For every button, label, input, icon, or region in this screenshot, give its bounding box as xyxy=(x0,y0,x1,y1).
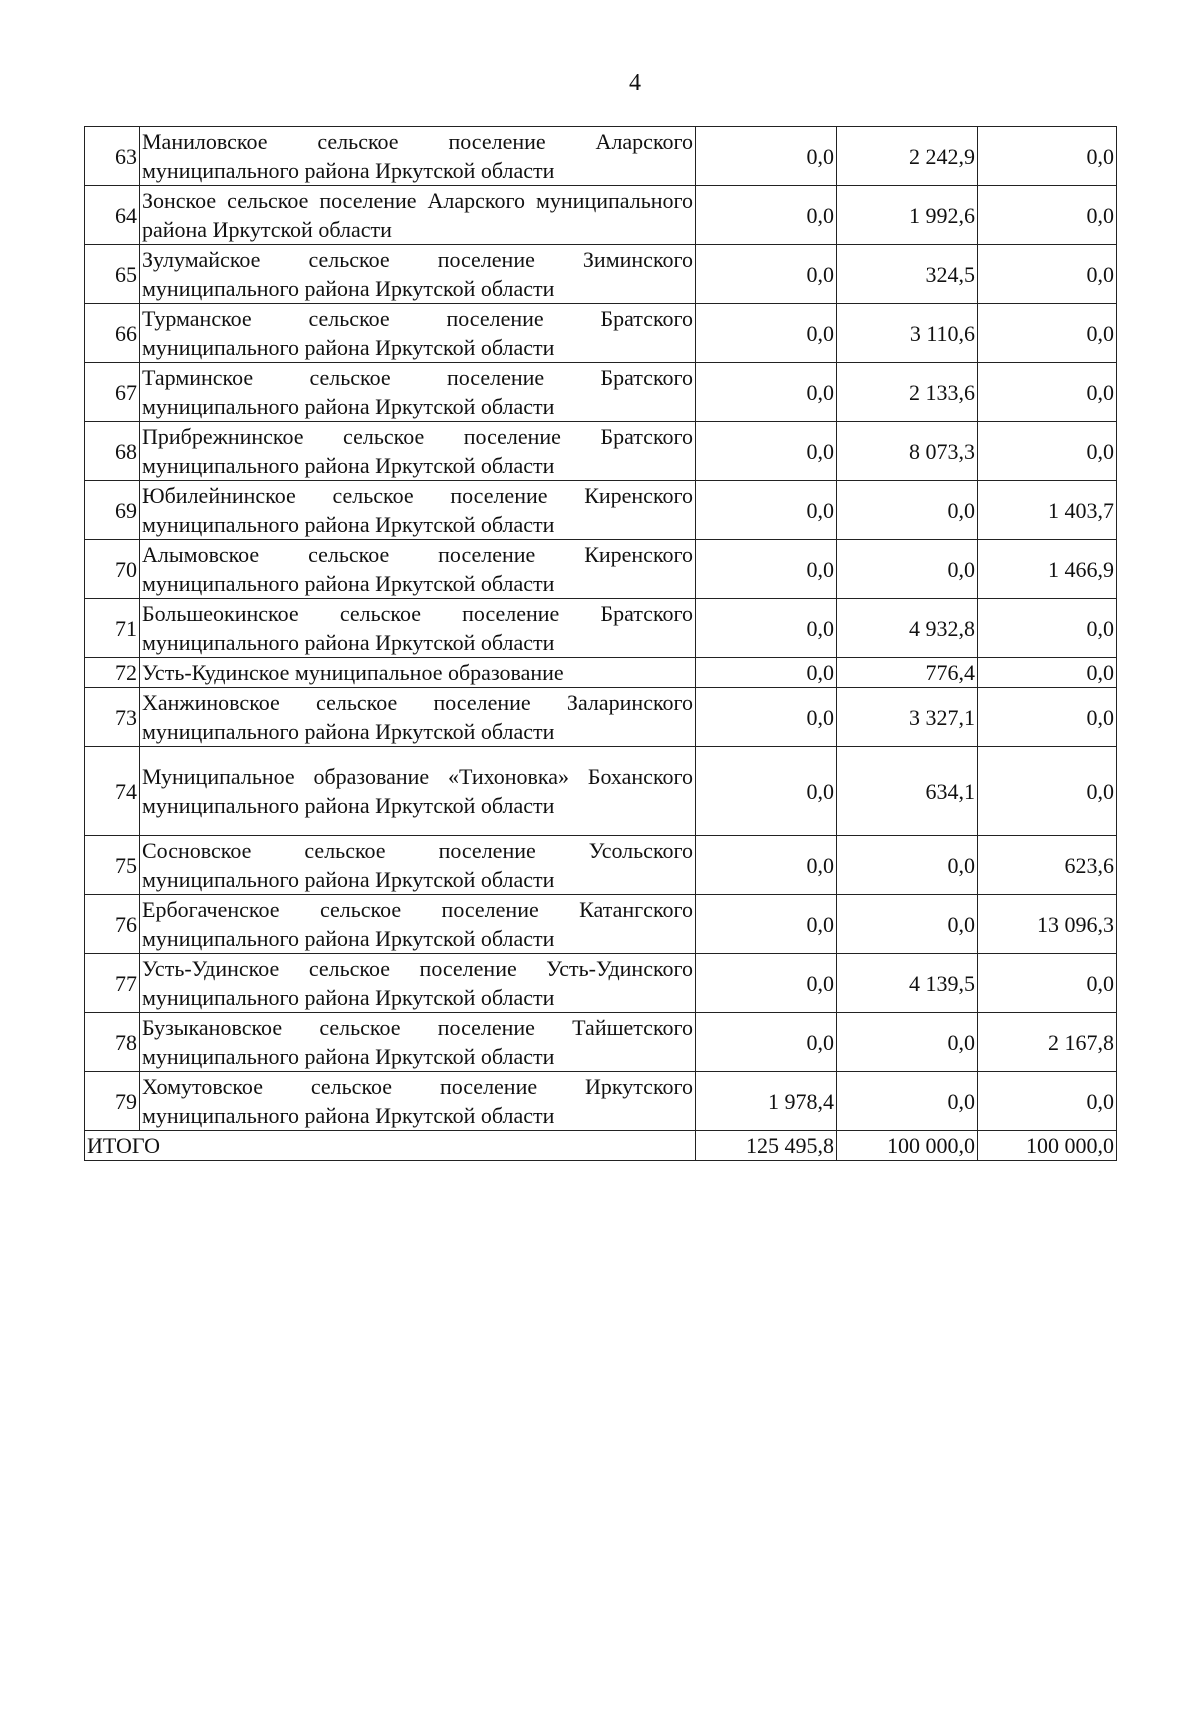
settlement-name: Зонское сельское поселение Аларского муниципального района Иркутской области xyxy=(140,186,696,245)
row-number: 72 xyxy=(85,658,140,688)
row-number: 74 xyxy=(85,747,140,836)
budget-table xyxy=(84,126,1117,1161)
amount-col-3: 0,0 xyxy=(978,688,1117,747)
total-row xyxy=(85,1131,1117,1161)
table-row xyxy=(85,954,1117,1013)
amount-col-1: 0,0 xyxy=(696,245,837,304)
row-number: 69 xyxy=(85,481,140,540)
total-col-1: 125 495,8 xyxy=(696,1131,837,1161)
amount-col-1: 0,0 xyxy=(696,599,837,658)
row-number: 64 xyxy=(85,186,140,245)
row-number: 77 xyxy=(85,954,140,1013)
amount-col-3: 0,0 xyxy=(978,954,1117,1013)
amount-col-3: 0,0 xyxy=(978,304,1117,363)
settlement-name: Маниловское сельское поселение Аларского муниципального района Иркутской области xyxy=(140,127,696,186)
amount-col-3: 1 466,9 xyxy=(978,540,1117,599)
table-row xyxy=(85,895,1117,954)
total-col-3: 100 000,0 xyxy=(978,1131,1117,1161)
row-number: 73 xyxy=(85,688,140,747)
amount-col-2: 0,0 xyxy=(837,836,978,895)
amount-col-2: 2 242,9 xyxy=(837,127,978,186)
table-row xyxy=(85,540,1117,599)
settlement-name: Алымовское сельское поселение Киренского муниципального района Иркутской области xyxy=(140,540,696,599)
settlement-name: Сосновское сельское поселение Усольского муниципального района Иркутской области xyxy=(140,836,696,895)
amount-col-3: 0,0 xyxy=(978,186,1117,245)
amount-col-2: 776,4 xyxy=(837,658,978,688)
row-number: 71 xyxy=(85,599,140,658)
amount-col-1: 0,0 xyxy=(696,658,837,688)
table-row xyxy=(85,747,1117,836)
amount-col-2: 0,0 xyxy=(837,481,978,540)
amount-col-3: 0,0 xyxy=(978,127,1117,186)
amount-col-1: 0,0 xyxy=(696,481,837,540)
amount-col-2: 634,1 xyxy=(837,747,978,836)
amount-col-1: 0,0 xyxy=(696,304,837,363)
table-row xyxy=(85,1072,1117,1131)
amount-col-3: 0,0 xyxy=(978,599,1117,658)
amount-col-1: 0,0 xyxy=(696,836,837,895)
amount-col-2: 324,5 xyxy=(837,245,978,304)
settlement-name: Большеокинское сельское поселение Братского муниципального района Иркутской области xyxy=(140,599,696,658)
amount-col-1: 0,0 xyxy=(696,422,837,481)
table-row xyxy=(85,304,1117,363)
total-col-2: 100 000,0 xyxy=(837,1131,978,1161)
amount-col-1: 0,0 xyxy=(696,540,837,599)
amount-col-3: 0,0 xyxy=(978,363,1117,422)
amount-col-2: 0,0 xyxy=(837,895,978,954)
total-label: ИТОГО xyxy=(85,1131,696,1161)
amount-col-2: 3 110,6 xyxy=(837,304,978,363)
settlement-name: Бузыкановское сельское поселение Тайшетского муниципального района Иркутской области xyxy=(140,1013,696,1072)
table-row xyxy=(85,836,1117,895)
settlement-name: Прибрежнинское сельское поселение Братского муниципального района Иркутской области xyxy=(140,422,696,481)
amount-col-2: 2 133,6 xyxy=(837,363,978,422)
settlement-name: Усть-Кудинское муниципальное образование xyxy=(140,658,696,688)
amount-col-1: 0,0 xyxy=(696,895,837,954)
amount-col-1: 0,0 xyxy=(696,688,837,747)
settlement-name: Юбилейнинское сельское поселение Киренского муниципального района Иркутской области xyxy=(140,481,696,540)
amount-col-2: 3 327,1 xyxy=(837,688,978,747)
row-number: 65 xyxy=(85,245,140,304)
row-number: 76 xyxy=(85,895,140,954)
row-number: 66 xyxy=(85,304,140,363)
amount-col-3: 1 403,7 xyxy=(978,481,1117,540)
settlement-name: Ербогаченское сельское поселение Катангского муниципального района Иркутской области xyxy=(140,895,696,954)
row-number: 78 xyxy=(85,1013,140,1072)
amount-col-2: 8 073,3 xyxy=(837,422,978,481)
amount-col-1: 0,0 xyxy=(696,954,837,1013)
amount-col-2: 1 992,6 xyxy=(837,186,978,245)
settlement-name: Усть-Удинское сельское поселение Усть-Удинского муниципального района Иркутской области xyxy=(140,954,696,1013)
row-number: 75 xyxy=(85,836,140,895)
amount-col-3: 2 167,8 xyxy=(978,1013,1117,1072)
settlement-name: Хомутовское сельское поселение Иркутского муниципального района Иркутской области xyxy=(140,1072,696,1131)
table-row xyxy=(85,481,1117,540)
table-row xyxy=(85,127,1117,186)
amount-col-3: 0,0 xyxy=(978,747,1117,836)
row-number: 63 xyxy=(85,127,140,186)
table-row xyxy=(85,245,1117,304)
settlement-name: Зулумайское сельское поселение Зиминского муниципального района Иркутской области xyxy=(140,245,696,304)
amount-col-2: 0,0 xyxy=(837,540,978,599)
row-number: 68 xyxy=(85,422,140,481)
amount-col-1: 1 978,4 xyxy=(696,1072,837,1131)
table-row xyxy=(85,599,1117,658)
row-number: 67 xyxy=(85,363,140,422)
amount-col-2: 4 932,8 xyxy=(837,599,978,658)
amount-col-1: 0,0 xyxy=(696,1013,837,1072)
row-number: 79 xyxy=(85,1072,140,1131)
amount-col-3: 0,0 xyxy=(978,422,1117,481)
settlement-name: Тарминское сельское поселение Братского муниципального района Иркутской области xyxy=(140,363,696,422)
amount-col-3: 0,0 xyxy=(978,1072,1117,1131)
amount-col-3: 13 096,3 xyxy=(978,895,1117,954)
page-number: 4 xyxy=(629,70,641,96)
table-row xyxy=(85,186,1117,245)
amount-col-1: 0,0 xyxy=(696,747,837,836)
table-row xyxy=(85,1013,1117,1072)
settlement-name: Турманское сельское поселение Братского муниципального района Иркутской области xyxy=(140,304,696,363)
amount-col-1: 0,0 xyxy=(696,127,837,186)
settlement-name: Муниципальное образование «Тихоновка» Боханского муниципального района Иркутской области xyxy=(140,747,696,836)
amount-col-1: 0,0 xyxy=(696,363,837,422)
table-row xyxy=(85,658,1117,688)
amount-col-2: 4 139,5 xyxy=(837,954,978,1013)
row-number: 70 xyxy=(85,540,140,599)
table-row xyxy=(85,422,1117,481)
amount-col-2: 0,0 xyxy=(837,1013,978,1072)
amount-col-1: 0,0 xyxy=(696,186,837,245)
amount-col-3: 0,0 xyxy=(978,245,1117,304)
amount-col-3: 623,6 xyxy=(978,836,1117,895)
amount-col-3: 0,0 xyxy=(978,658,1117,688)
table-row xyxy=(85,688,1117,747)
settlement-name: Ханжиновское сельское поселение Заларинского муниципального района Иркутской области xyxy=(140,688,696,747)
table-row xyxy=(85,363,1117,422)
amount-col-2: 0,0 xyxy=(837,1072,978,1131)
